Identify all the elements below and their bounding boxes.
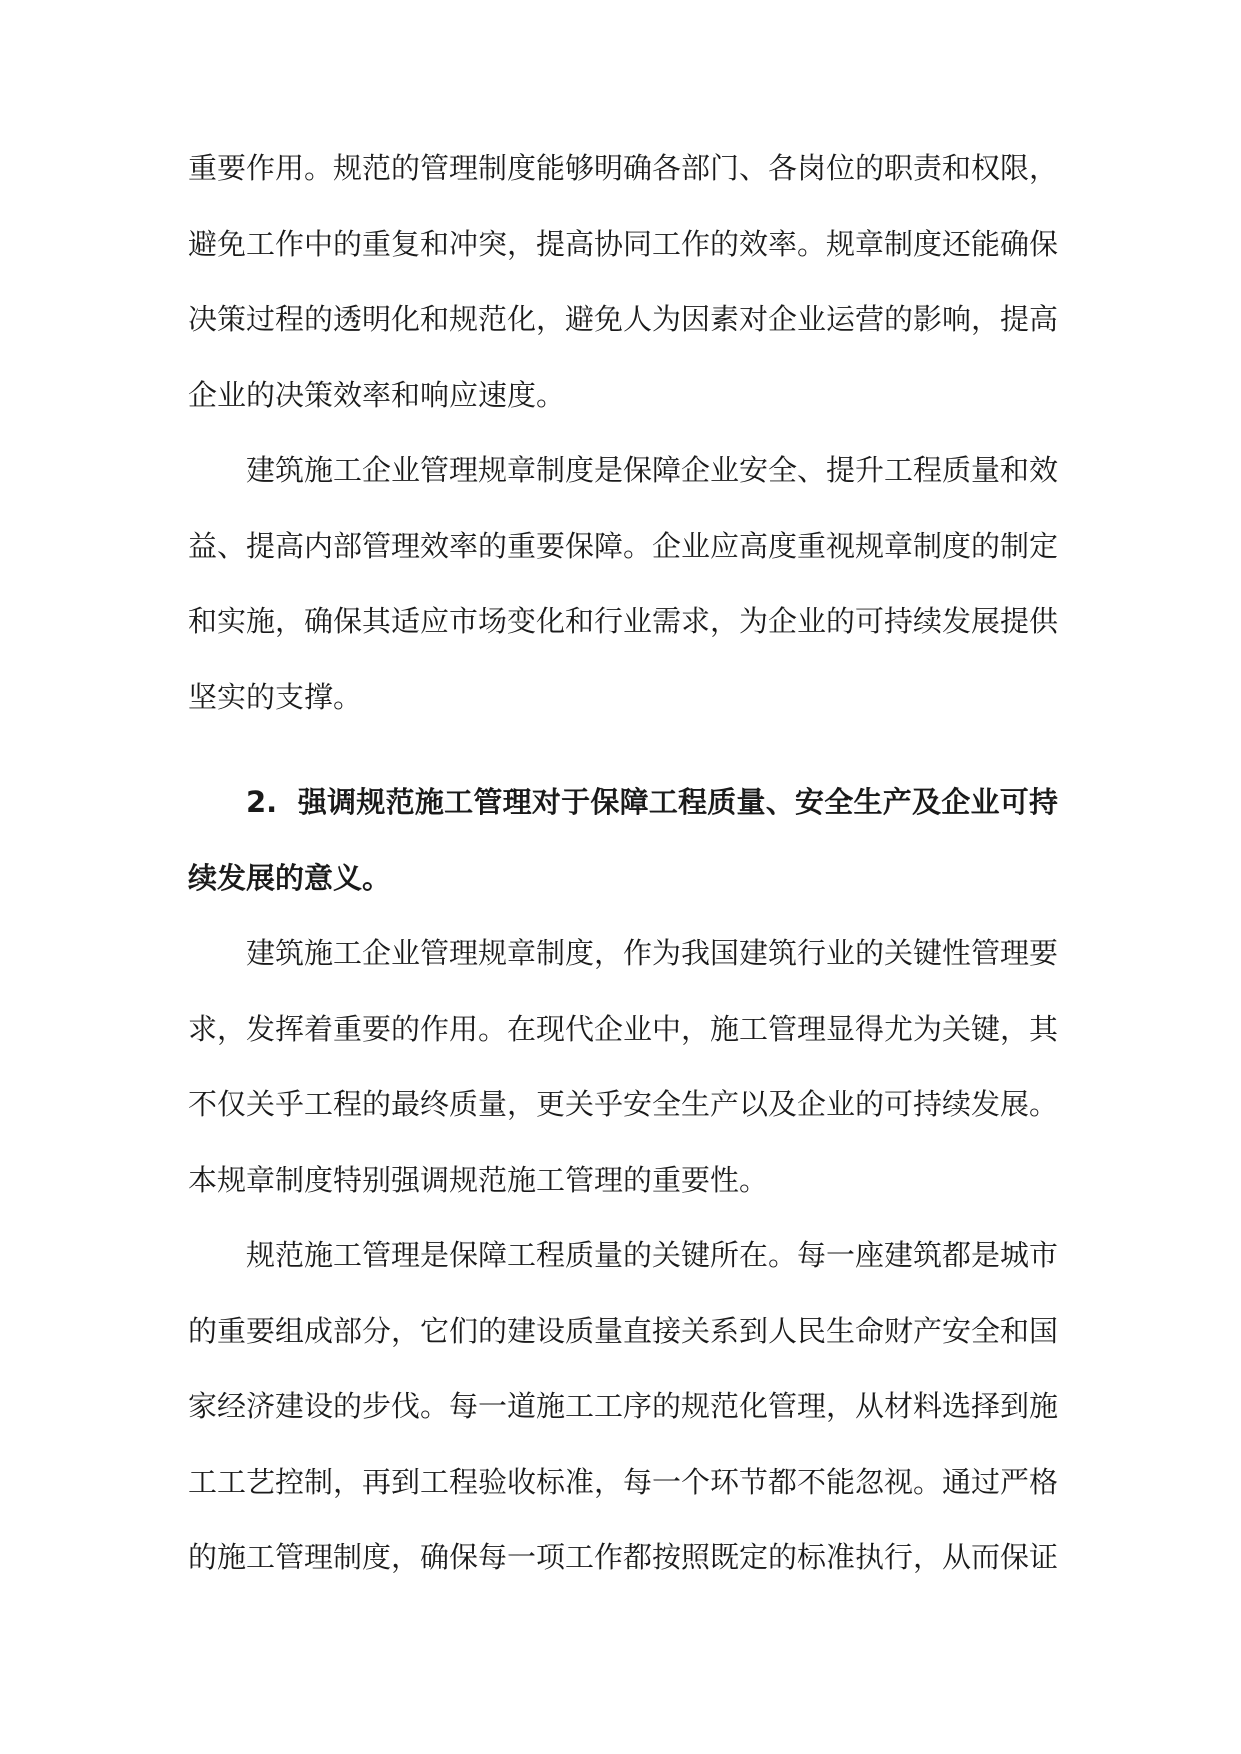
paragraph-quality: 规范施工管理是保障工程质量的关键所在。每一座建筑都是城市的重要组成部分，它们的建设质量直接关系到人民生命财产安全和国家经济建设的步伐。每一道施工工序的规范化管理，从材料选择到施工工艺控制，再到工程验收标准，每一个环节都不能忽视。通过严格的施工管理制度，确保每一项工作都按照既定的标准执行，从而保证 (188, 1238, 1059, 1574)
document-body (188, 131, 1058, 1596)
section-heading-text: 强调规范施工管理对于保障工程质量、安全生产及企业可持续发展的意义。 (188, 785, 1058, 895)
paragraph-summary: 建筑施工企业管理规章制度是保障企业安全、提升工程质量和效益、提高内部管理效率的重要保障。企业应高度重视规章制度的制定和实施，确保其适应市场变化和行业需求，为企业的可持续发展提供坚实的支撑。 (188, 453, 1059, 714)
section-heading (188, 765, 1058, 916)
section-heading-number: 2. (246, 785, 278, 819)
paragraph-importance: 建筑施工企业管理规章制度，作为我国建筑行业的关键性管理要求，发挥着重要的作用。在现代企业中，施工管理显得尤为关键，其不仅关乎工程的最终质量，更关乎安全生产以及企业的可持续发展。本规章制度特别强调规范施工管理的重要性。 (188, 936, 1059, 1197)
paragraph-continued: 重要作用。规范的管理制度能够明确各部门、各岗位的职责和权限，避免工作中的重复和冲突，提高协同工作的效率。规章制度还能确保决策过程的透明化和规范化，避免人为因素对企业运营的影响，提高企业的决策效率和响应速度。 (188, 151, 1059, 412)
